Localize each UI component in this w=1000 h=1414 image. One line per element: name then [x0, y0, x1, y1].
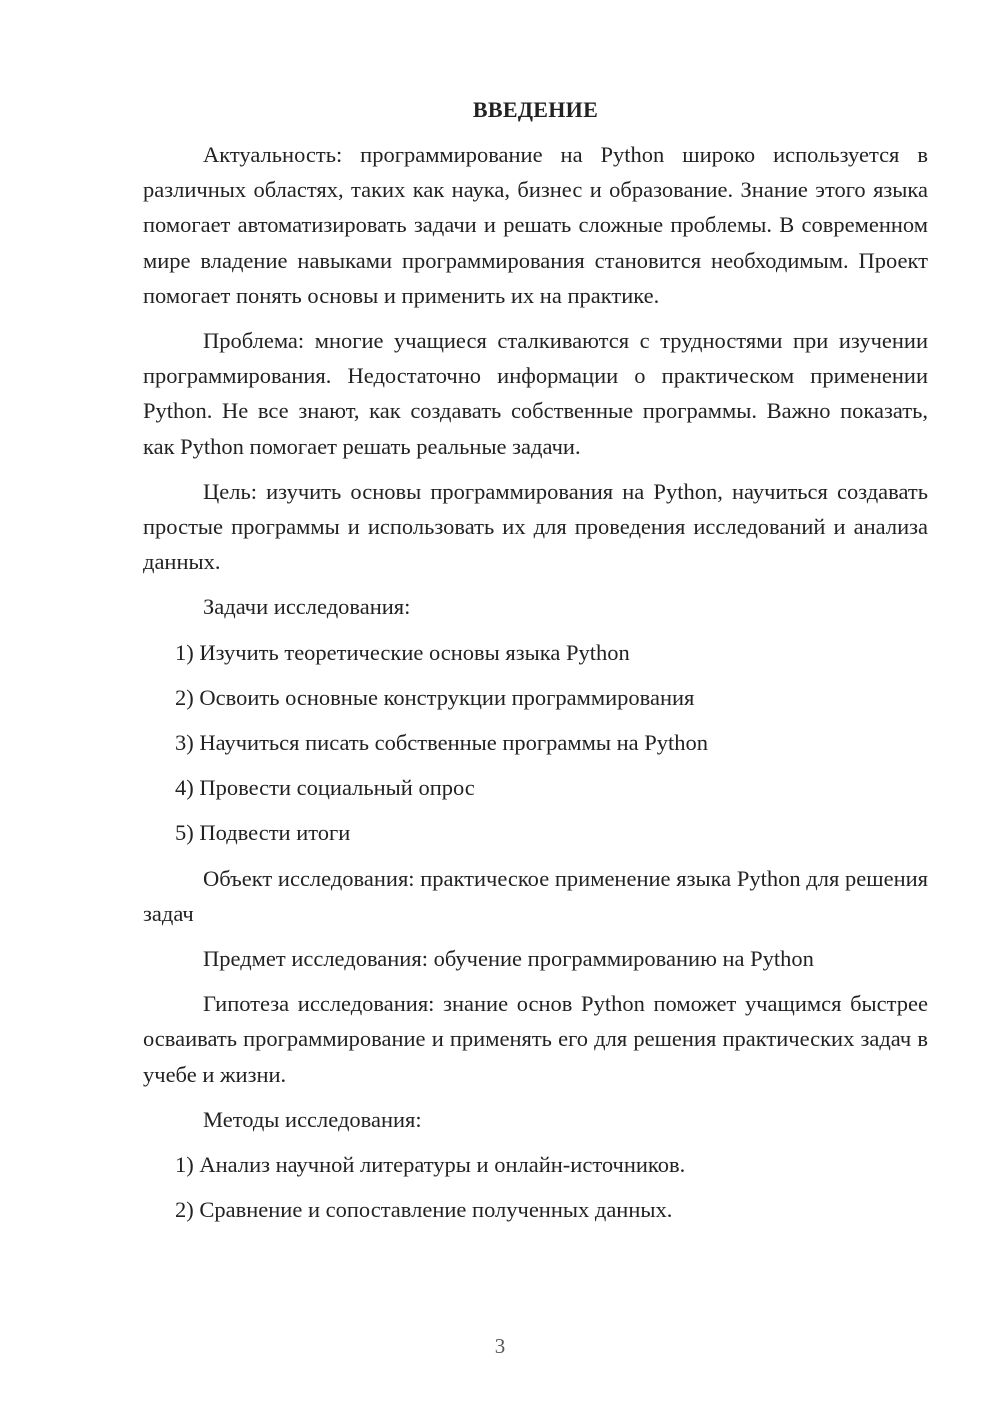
task-item: 4) Провести социальный опрос — [175, 775, 475, 801]
page-content — [143, 95, 928, 1237]
hypothesis-paragraph: Гипотеза исследования: знание основ Python поможет учащимся быстрее осваивать программирование и применять его для решения практических задач в учебе и жизни. — [143, 991, 928, 1087]
method-item: 1) Анализ научной литературы и онлайн-источников. — [175, 1152, 686, 1178]
relevance-paragraph: Актуальность: программирование на Python широко используется в различных областях, таких как наука, бизнес и образование. Знание этого языка помогает автоматизировать задачи и решать сложные проблемы. В современном мире владение навыками программирования становится необходимым. Проект помогает понять основы и применить их на практике. — [143, 142, 928, 308]
methods-list — [143, 1147, 928, 1227]
task-item: 1) Изучить теоретические основы языка Python — [175, 639, 630, 665]
task-item: 2) Освоить основные конструкции программирования — [175, 684, 695, 710]
methods-heading: Методы исследования: — [203, 1106, 422, 1132]
goal-paragraph: Цель: изучить основы программирования на Python, научиться создавать простые программы и использовать их для проведения исследований и анализа данных. — [143, 478, 928, 575]
subject-paragraph: Предмет исследования: обучение программированию на Python — [203, 946, 814, 972]
object-paragraph: Объект исследования: практическое применение языка Python для решения задач — [143, 865, 928, 926]
task-item: 3) Научиться писать собственные программы на Python — [175, 730, 709, 756]
tasks-list — [143, 635, 928, 851]
task-item: 5) Подвести итоги — [175, 820, 351, 846]
problem-paragraph: Проблема: многие учащиеся сталкиваются с трудностями при изучении программирования. Недостаточно информации о практическом применении Python. Не все знают, как создавать собственные программы. Важно показать, как Python помогает решать реальные задачи. — [143, 328, 928, 459]
section-title: ВВЕДЕНИЕ — [472, 97, 599, 122]
page-number: 3 — [494, 1334, 506, 1358]
tasks-heading: Задачи исследования: — [203, 594, 411, 620]
method-item: 2) Сравнение и сопоставление полученных данных. — [175, 1197, 673, 1223]
